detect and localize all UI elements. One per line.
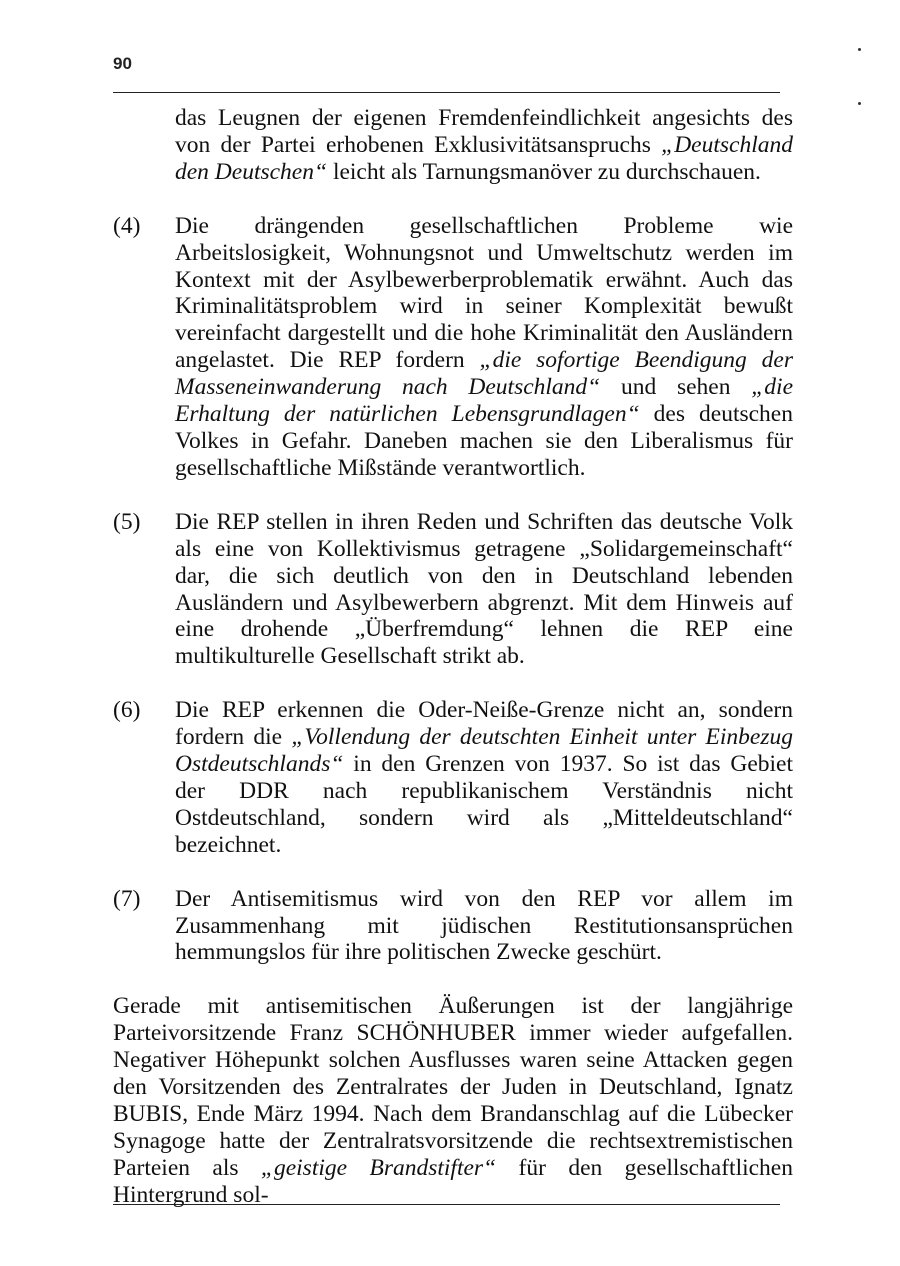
quote: „die sofortige Beendigung der Masseneinwanderung nach Deutschland“ xyxy=(175,347,793,401)
item-text: Die REP stellen in ihren Reden und Schriften das deutsche Volk als eine von Kollektivismus getragene „Solidargemeinschaft“ dar, die sich deutlich von den in Deutschland lebenden Ausländern und Asylbewerbern abgrenzt. Mit dem Hinweis auf eine drohende „Überfremdung“ lehnen die REP eine multikulturelle Gesellschaft strikt ab. xyxy=(175,508,793,670)
footer-rule xyxy=(113,1204,780,1205)
text: des deutschen Volkes in Gefahr. Daneben machen sie den Liberalismus für gesellschaftliche Mißstände verantwortlich. xyxy=(175,401,793,481)
list-item-4 xyxy=(113,213,793,482)
list-item-7 xyxy=(113,886,793,967)
item-number: (7) xyxy=(113,885,141,912)
text: leicht als Tarnungsmanöver zu durchschauen. xyxy=(327,158,761,185)
item-number: (6) xyxy=(113,697,141,724)
page-number: 90 xyxy=(113,54,132,73)
continued-paragraph xyxy=(175,105,793,186)
item-text xyxy=(175,213,793,482)
quote: „geistige Brandstifter“ xyxy=(260,1154,497,1181)
item-text xyxy=(175,697,793,858)
quote: „Deutschland den Deutschen“ xyxy=(175,131,793,185)
header-rule xyxy=(113,92,780,93)
quote: „die Erhaltung der natürlichen Lebensgrundlagen“ xyxy=(175,374,793,428)
item-text: Der Antisemitismus wird von den REP vor allem im Zusammenhang mit jüdischen Restitutionsansprüchen hemmungslos für ihre politischen Zwecke geschürt. xyxy=(175,885,793,966)
scan-speck xyxy=(858,102,861,105)
text: und sehen xyxy=(600,374,752,401)
quote: „Vollendung der deutschten Einheit unter Einbezug Ostdeutschlands“ xyxy=(175,724,793,778)
text: in den Grenzen von 1937. So ist das Gebiet der DDR nach republikanischem Verständnis nicht Ostdeutschland, sondern wird als „Mitteldeutschland“ bezeichnet. xyxy=(175,751,793,858)
page-body xyxy=(113,105,793,1209)
list-item-5 xyxy=(113,509,793,670)
final-paragraph xyxy=(113,993,793,1208)
scan-speck xyxy=(858,48,861,51)
item-number: (4) xyxy=(113,212,141,239)
text: Die drängenden gesellschaftlichen Probleme wie Arbeitslosigkeit, Wohnungsnot und Umweltschutz werden im Kontext mit der Asylbewerberproblematik erwähnt. Auch das Kriminalitätsproblem wird in seiner Komplexität bewußt vereinfacht dargestellt und die hohe Kriminalität den Ausländern angelastet. Die REP fordern xyxy=(175,212,793,374)
text: Gerade mit antisemitischen Äußerungen ist der langjährige Parteivorsitzende Franz SCHÖNHUBER immer wieder aufgefallen. Negativer Höhepunkt solchen Ausflusses waren seine Attacken gegen den Vorsitzenden des Zentralrates der Juden in Deutschland, Ignatz BUBIS, Ende März 1994. Nach dem Brandanschlag auf die Lübecker Synagoge hatte der Zentralratsvorsitzende die rechtsextremistischen Parteien als xyxy=(113,993,793,1181)
text: das Leugnen der eigenen Fremdenfeindlichkeit angesichts des von der Partei erhobenen Exklusivitätsanspruchs xyxy=(175,105,793,158)
text: Die REP erkennen die Oder-Neiße-Grenze nicht an, sondern fordern die xyxy=(175,697,793,751)
list-item-6 xyxy=(113,697,793,858)
text: für den gesellschaftlichen Hintergrund sol- xyxy=(113,1154,793,1208)
item-number: (5) xyxy=(113,508,141,535)
